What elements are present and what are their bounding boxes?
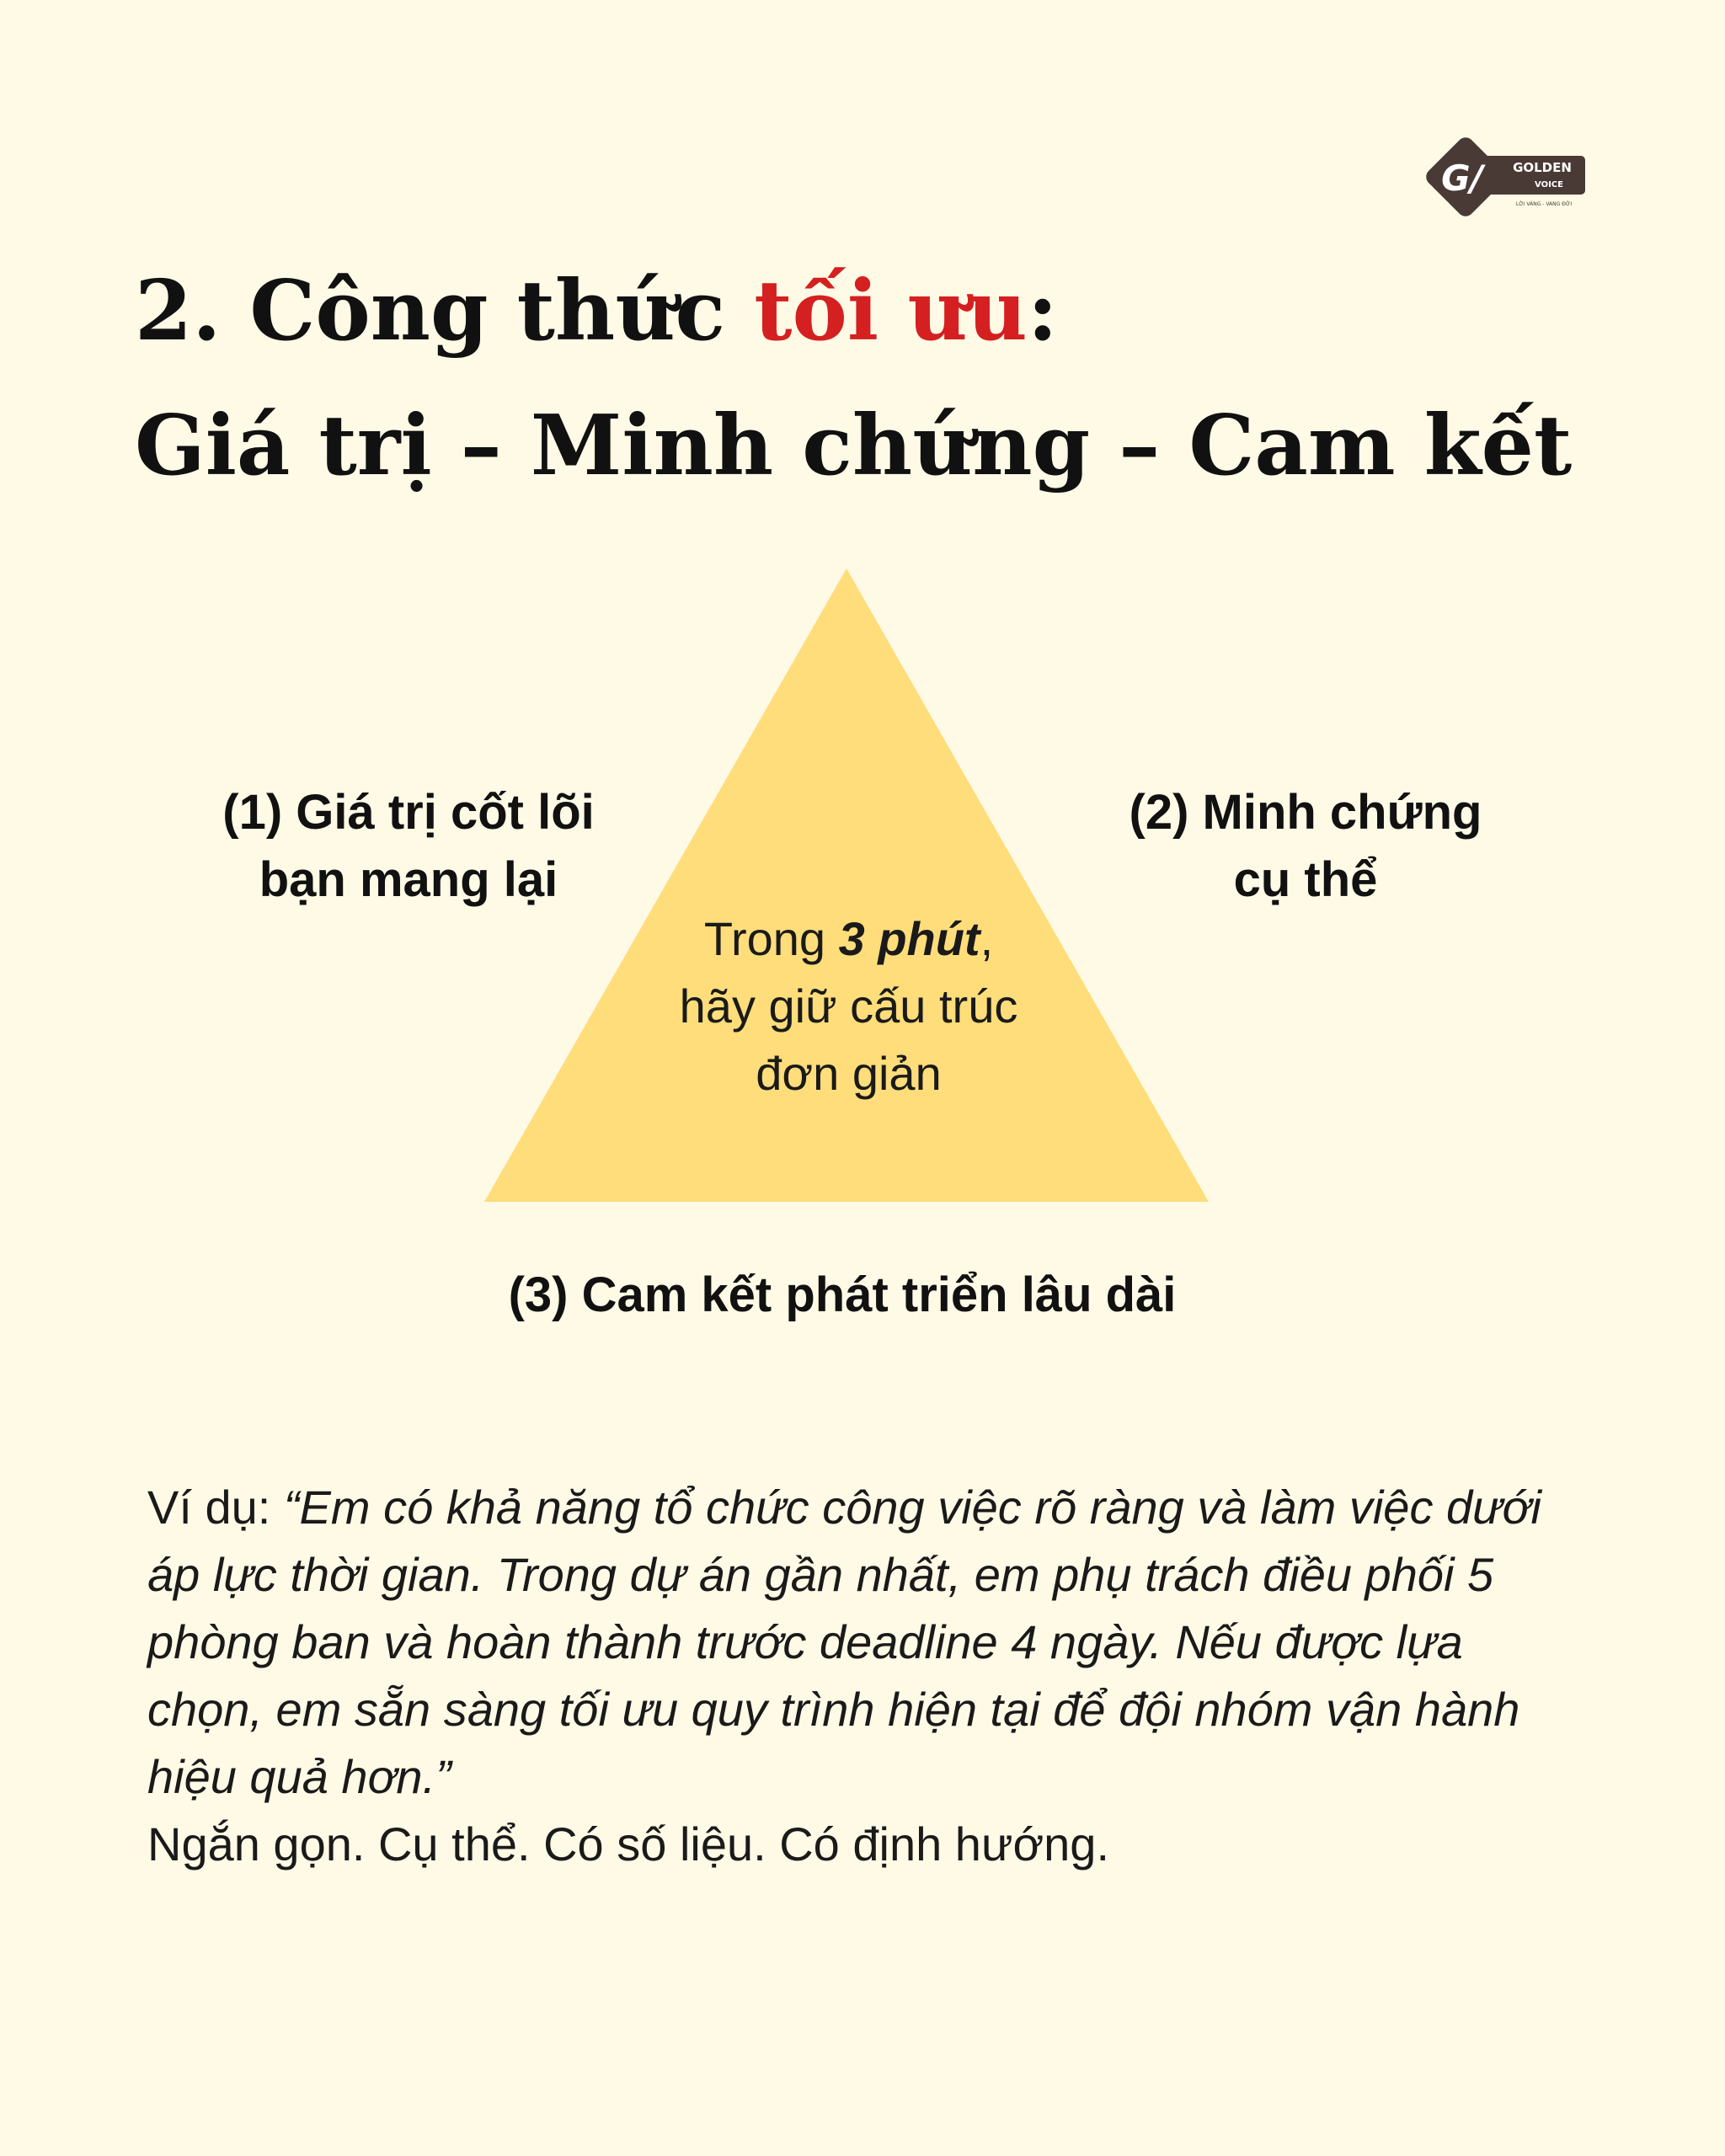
example-summary: Ngắn gọn. Cụ thể. Có số liệu. Có định hướng.	[147, 1817, 1110, 1870]
center-line-2: hãy giữ cấu trúc	[679, 979, 1018, 1033]
title-line2: Giá trị – Minh chứng – Cam kết	[135, 398, 1573, 494]
logo-name: GOLDEN	[1513, 160, 1572, 175]
title-line1-suffix: :	[1027, 263, 1058, 360]
title-line1-prefix: 2. Công thức	[135, 263, 755, 360]
center-prefix: Trong	[703, 912, 839, 965]
pyramid-label-commitment: (3) Cam kết phát triển lâu dài	[508, 1267, 1177, 1322]
example-prefix: Ví dụ:	[147, 1481, 284, 1534]
logo-monogram: G/	[1441, 157, 1483, 199]
logo-name-line2: VOICE	[1535, 180, 1563, 189]
label-2-line-2: cụ thể	[1233, 852, 1378, 907]
label-2-line-1: (2) Minh chứng	[1129, 785, 1482, 840]
golden-voice-logo	[1423, 135, 1609, 236]
logo-mark	[1423, 135, 1609, 236]
center-line-3: đơn giản	[756, 1047, 942, 1100]
center-bold: 3 phút	[838, 912, 980, 965]
page-title	[135, 244, 1572, 514]
example-paragraph	[147, 1474, 1588, 1811]
title-highlight: tối ưu	[754, 263, 1028, 360]
center-suffix: ,	[980, 912, 994, 965]
center-line-1	[590, 905, 1108, 973]
label-1-line-2: bạn mang lại	[259, 852, 558, 907]
label-1-line-1: (1) Giá trị cốt lõi	[222, 785, 595, 840]
pyramid-label-proof	[1095, 779, 1516, 914]
pyramid-center-text	[590, 905, 1108, 1107]
logo-tagline: LỜI VÀNG - VANG ĐỜI	[1515, 201, 1573, 207]
example-quote: “Em có khả năng tổ chức công việc rõ ràng và làm việc dưới áp lực thời gian. Trong dự án gần nhất, em phụ trách điều phối 5 phòng ban và hoàn thành trước deadline 4 ngày. Nếu được lựa chọn, em sẵn sàng tối ưu quy trình hiện tại để đội nhóm vận hành hiệu quả hơn.”	[147, 1481, 1541, 1803]
pyramid-label-value	[185, 779, 632, 914]
